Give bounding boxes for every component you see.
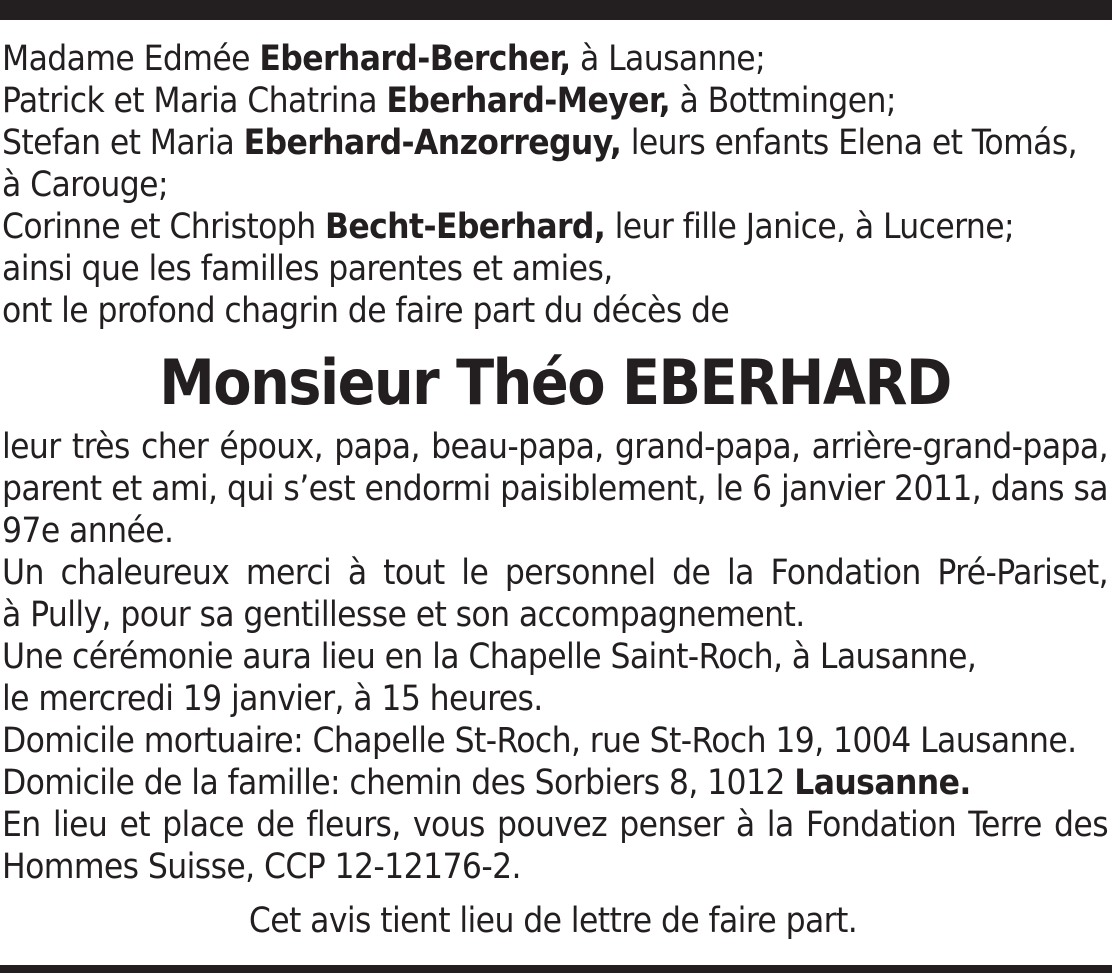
text-segment: ont le profond chagrin de faire part du décès de (2, 291, 730, 331)
body-line (2, 510, 1108, 552)
body-line (2, 636, 1108, 678)
body-line (2, 552, 1108, 594)
body-line (2, 468, 1108, 510)
body-line (2, 426, 1108, 468)
family-line (2, 80, 1108, 122)
text-segment: Un chaleureux merci à tout le personnel de la Fondation Pré-Pariset, (2, 553, 1108, 593)
text-segment: Domicile de la famille: chemin des Sorbiers 8, 1012 (2, 763, 795, 803)
deceased-name: Monsieur Théo EBERHARD (159, 346, 951, 419)
text-segment: Madame Edmée (2, 39, 260, 79)
family-list (2, 38, 1108, 332)
top-rule (0, 0, 1112, 20)
text-segment: Une cérémonie aura lieu en la Chapelle Saint-Roch, à Lausanne, (2, 637, 977, 677)
text-segment: Domicile mortuaire: Chapelle St-Roch, rue St-Roch 19, 1004 Lausanne. (2, 721, 1077, 761)
family-line (2, 248, 1108, 290)
text-segment: leur très cher époux, papa, beau-papa, grand-papa, arrière-grand-papa, (2, 427, 1108, 467)
bold-name: Becht-Eberhard, (324, 207, 606, 247)
body-line (2, 594, 1108, 636)
family-line (2, 38, 1108, 80)
text-segment: à Lausanne; (570, 39, 766, 79)
text-segment: Patrick et Maria Chatrina (2, 81, 387, 121)
text-segment: 97e année. (2, 511, 174, 551)
bold-name: Eberhard-Meyer, (386, 81, 671, 121)
text-segment: Corinne et Christoph (2, 207, 325, 247)
bold-name: Lausanne. (794, 763, 971, 803)
text-segment: à Pully, pour sa gentillesse et son accompagnement. (2, 595, 805, 635)
body-line (2, 846, 1108, 888)
body-line (2, 678, 1108, 720)
body-line (2, 762, 1108, 804)
body-line (2, 804, 1108, 846)
text-segment: leur fille Janice, à Lucerne; (605, 207, 1015, 247)
text-segment: à Bottmingen; (670, 81, 896, 121)
family-line (2, 206, 1108, 248)
family-line (2, 122, 1108, 164)
text-segment: En lieu et place de fleurs, vous pouvez penser à la Fondation Terre des (2, 805, 1108, 845)
body-line (2, 720, 1108, 762)
bold-name: Eberhard-Bercher, (259, 39, 571, 79)
bottom-rule (0, 965, 1112, 973)
text-segment: Stefan et Maria (2, 123, 244, 163)
family-line (2, 164, 1108, 206)
obituary-notice (2, 38, 1108, 942)
bold-name: Eberhard-Anzorreguy, (243, 123, 622, 163)
closing-line: Cet avis tient lieu de lettre de faire part. (248, 901, 858, 941)
notice-body (2, 426, 1108, 888)
text-segment: à Carouge; (2, 165, 168, 205)
family-line (2, 290, 1108, 332)
text-segment: leurs enfants Elena et Tomás, (621, 123, 1078, 163)
text-segment: parent et ami, qui s’est endormi paisiblement, le 6 janvier 2011, dans sa (2, 469, 1108, 509)
text-segment: Hommes Suisse, CCP 12-12176-2. (2, 847, 521, 887)
text-segment: ainsi que les familles parentes et amies, (2, 249, 613, 289)
text-segment: le mercredi 19 janvier, à 15 heures. (2, 679, 543, 719)
